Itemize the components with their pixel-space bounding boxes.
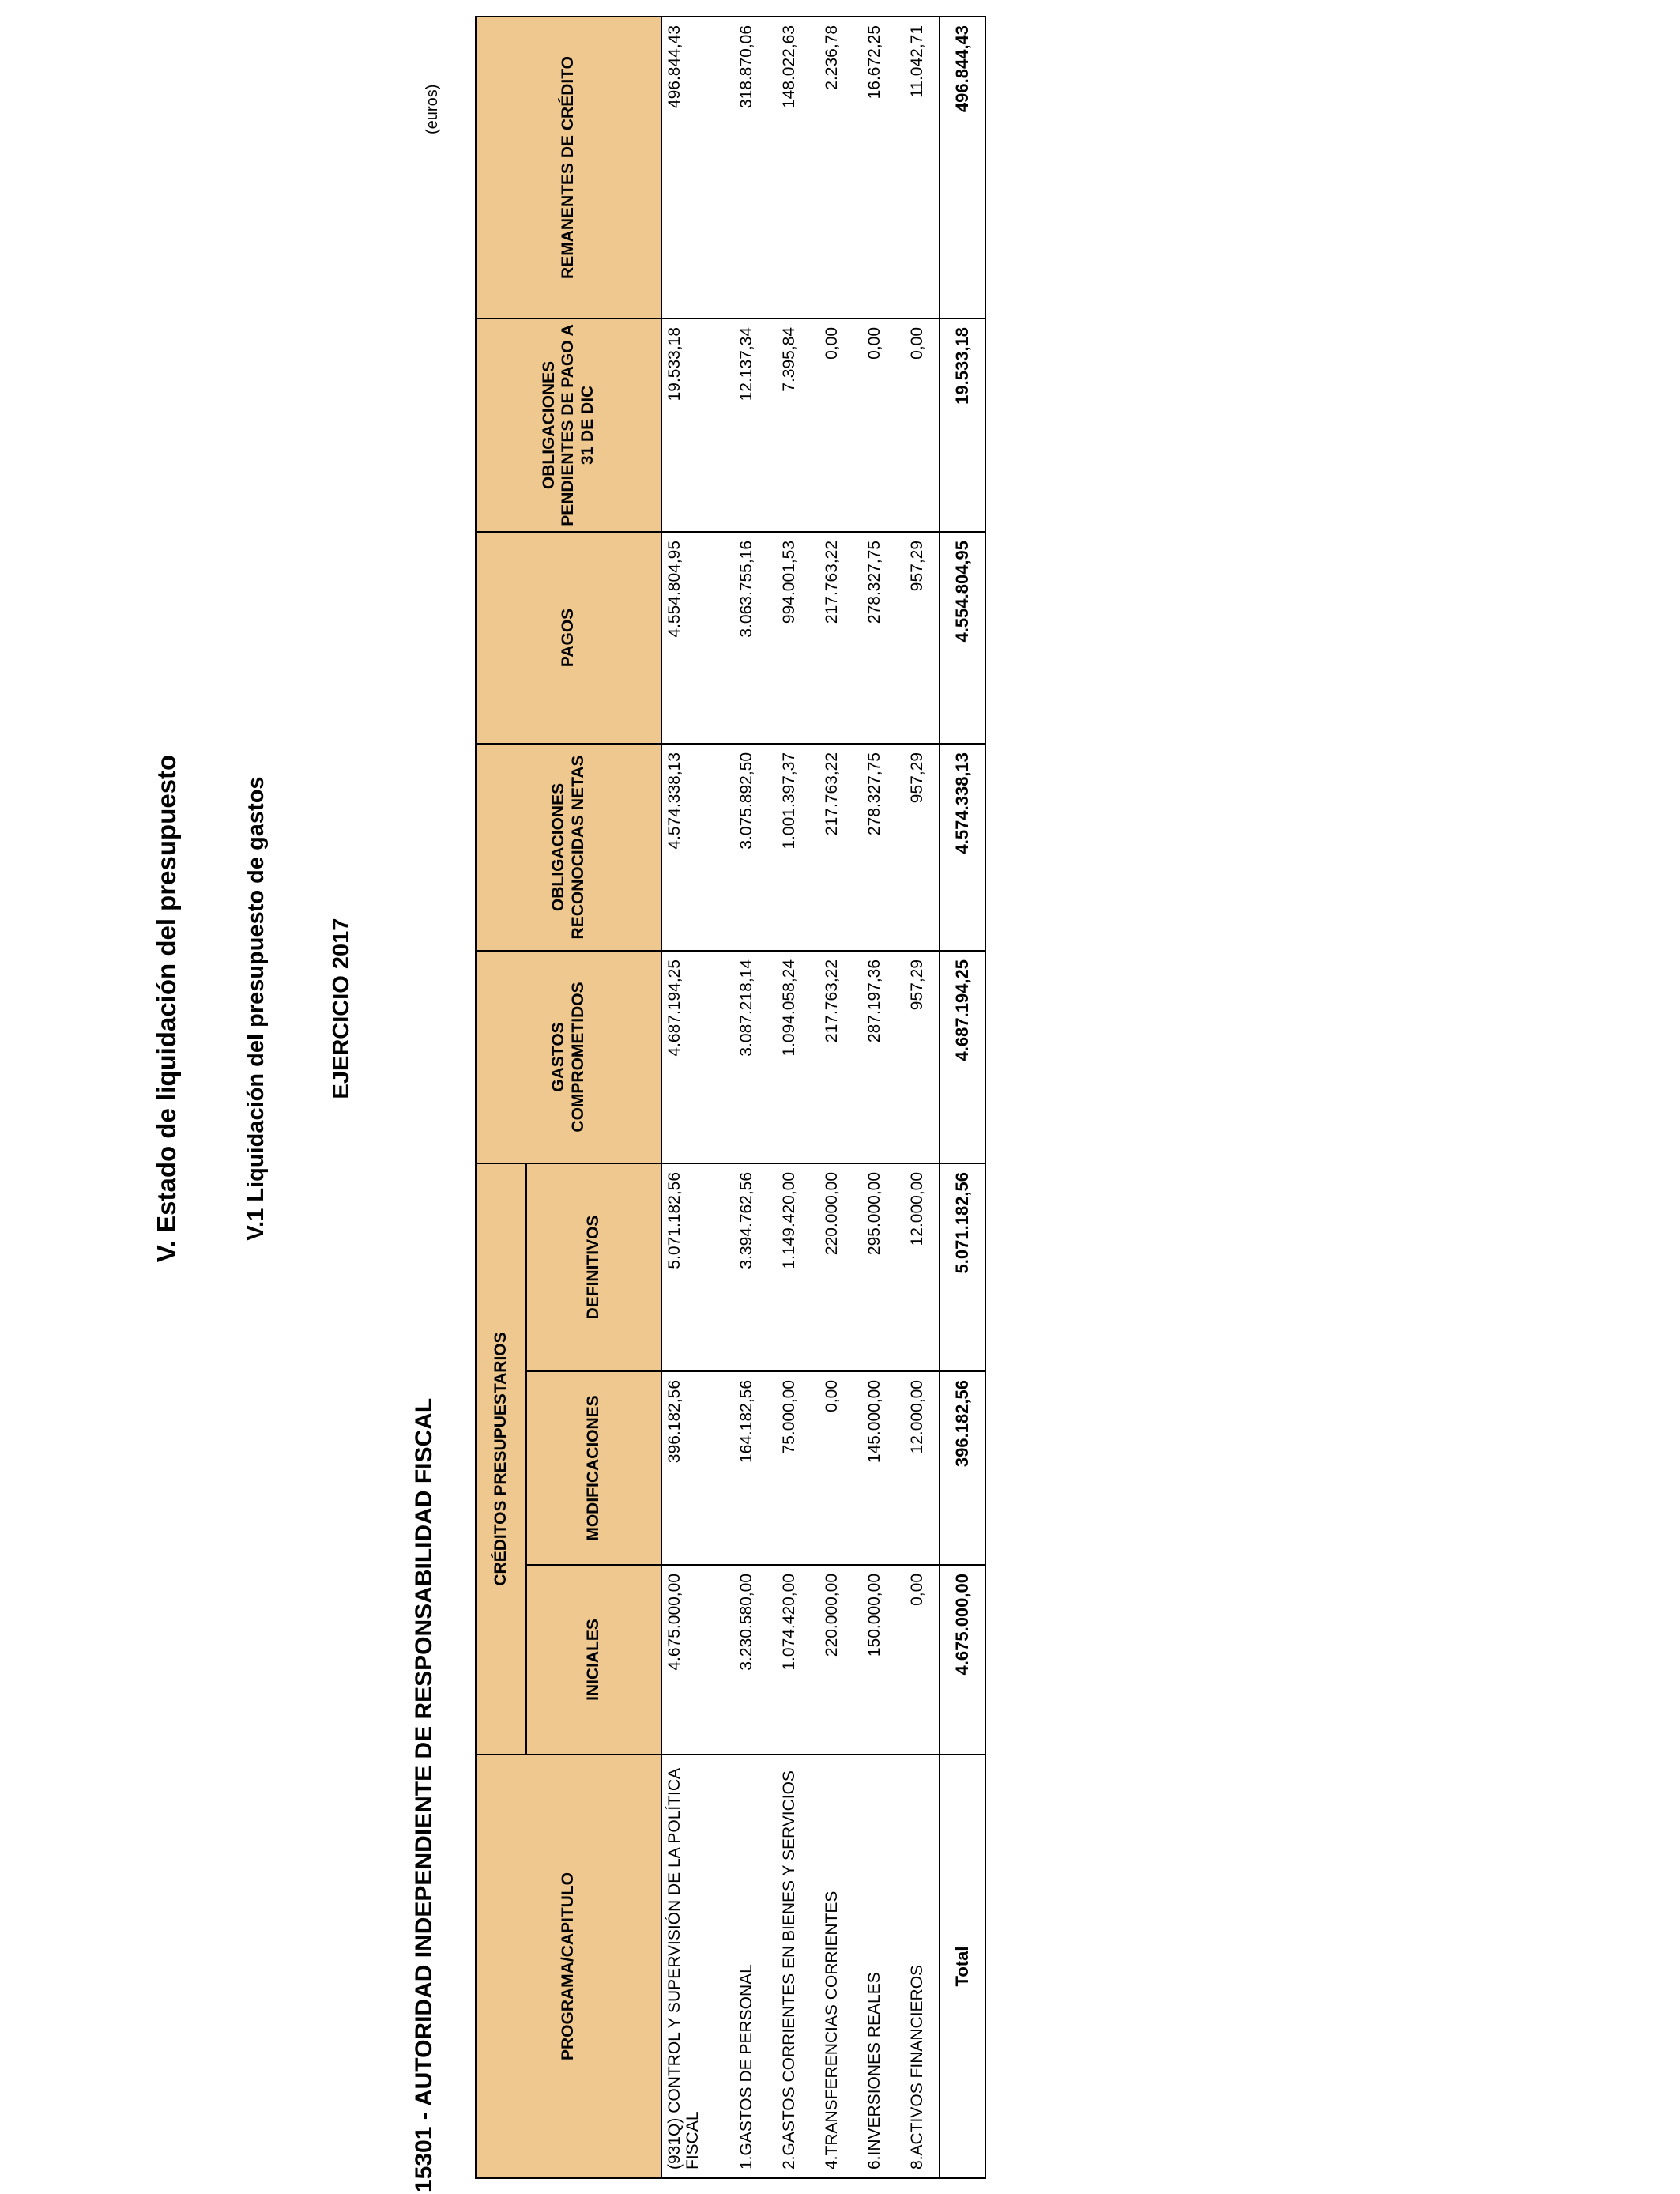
cell-iniciales: 1.074.420,00 bbox=[768, 1565, 811, 1755]
cell-gastos: 217.763,22 bbox=[811, 951, 853, 1163]
row-label: 2.GASTOS CORRIENTES EN BIENES Y SERVICIOS bbox=[768, 1755, 811, 2178]
col-header-iniciales: INICIALES bbox=[526, 1565, 661, 1755]
cell-gastos: 957,29 bbox=[896, 951, 940, 1163]
cell-modificaciones: 396.182,56 bbox=[661, 1371, 725, 1565]
cell-definitivos: 220.000,00 bbox=[811, 1163, 853, 1371]
row-label: 8.ACTIVOS FINANCIEROS bbox=[896, 1755, 940, 2178]
header-group-row bbox=[476, 17, 526, 2178]
cell-remanentes: 2.236,78 bbox=[811, 17, 853, 319]
cell-definitivos: 1.149.420,00 bbox=[768, 1163, 811, 1371]
page-subtitle: V.1 Liquidación del presupuesto de gastos bbox=[243, 776, 269, 1241]
cell-remanentes: 11.042,71 bbox=[896, 17, 940, 319]
cell-iniciales: 220.000,00 bbox=[811, 1565, 853, 1755]
cell-gastos: 1.094.058,24 bbox=[768, 951, 811, 1163]
cell-gastos: 4.687.194,25 bbox=[661, 951, 725, 1163]
cell-pagos: 217.763,22 bbox=[811, 532, 853, 744]
budget-table bbox=[475, 16, 986, 2179]
cell-modificaciones: 0,00 bbox=[811, 1371, 853, 1565]
row-label: 6.INVERSIONES REALES bbox=[853, 1755, 896, 2178]
table-row bbox=[725, 17, 768, 2178]
total-definitivos: 5.071.182,56 bbox=[940, 1163, 985, 1371]
total-obligaciones: 4.574.338,13 bbox=[940, 744, 985, 951]
cell-modificaciones: 12.000,00 bbox=[896, 1371, 940, 1565]
cell-pendientes: 0,00 bbox=[811, 319, 853, 532]
cell-pendientes: 7.395,84 bbox=[768, 319, 811, 532]
cell-definitivos: 5.071.182,56 bbox=[661, 1163, 725, 1371]
col-header-definitivos: DEFINITIVOS bbox=[526, 1163, 661, 1371]
cell-obligaciones: 1.001.397,37 bbox=[768, 744, 811, 951]
table-row bbox=[661, 17, 725, 2178]
col-header-obligaciones: OBLIGACIONES RECONOCIDAS NETAS bbox=[476, 744, 661, 951]
cell-remanentes: 318.870,06 bbox=[725, 17, 768, 319]
cell-definitivos: 3.394.762,56 bbox=[725, 1163, 768, 1371]
table-row bbox=[896, 17, 940, 2178]
cell-obligaciones: 217.763,22 bbox=[811, 744, 853, 951]
cell-obligaciones: 3.075.892,50 bbox=[725, 744, 768, 951]
cell-remanentes: 16.672,25 bbox=[853, 17, 896, 319]
cell-pagos: 994.001,53 bbox=[768, 532, 811, 744]
cell-pagos: 3.063.755,16 bbox=[725, 532, 768, 744]
total-pagos: 4.554.804,95 bbox=[940, 532, 985, 744]
cell-pendientes: 0,00 bbox=[896, 319, 940, 532]
total-gastos: 4.687.194,25 bbox=[940, 951, 985, 1163]
total-iniciales: 4.675.000,00 bbox=[940, 1565, 985, 1755]
total-row bbox=[940, 17, 985, 2178]
organization-heading: 15301 - AUTORIDAD INDEPENDIENTE DE RESPONSABILIDAD FISCAL bbox=[411, 1397, 437, 2192]
table-row bbox=[853, 17, 896, 2178]
page-title: V. Estado de liquidación del presupuesto bbox=[152, 754, 181, 1263]
cell-pendientes: 19.533,18 bbox=[661, 319, 725, 532]
col-header-pagos: PAGOS bbox=[476, 532, 661, 744]
col-header-gastos: GASTOS COMPROMETIDOS bbox=[476, 951, 661, 1163]
cell-modificaciones: 145.000,00 bbox=[853, 1371, 896, 1565]
cell-pagos: 278.327,75 bbox=[853, 532, 896, 744]
col-header-creditos: CRÉDITOS PRESUPUESTARIOS bbox=[476, 1163, 526, 1755]
total-pendientes: 19.533,18 bbox=[940, 319, 985, 532]
cell-modificaciones: 75.000,00 bbox=[768, 1371, 811, 1565]
cell-remanentes: 496.844,43 bbox=[661, 17, 725, 319]
table-row bbox=[768, 17, 811, 2178]
total-remanentes: 496.844,43 bbox=[940, 17, 985, 319]
col-header-remanentes: REMANENTES DE CRÉDITO bbox=[476, 17, 661, 319]
cell-modificaciones: 164.182,56 bbox=[725, 1371, 768, 1565]
total-label: Total bbox=[940, 1755, 985, 2178]
col-header-modificaciones: MODIFICACIONES bbox=[526, 1371, 661, 1565]
fiscal-year: EJERCICIO 2017 bbox=[329, 918, 354, 1099]
cell-iniciales: 3.230.580,00 bbox=[725, 1565, 768, 1755]
cell-pendientes: 0,00 bbox=[853, 319, 896, 532]
cell-iniciales: 150.000,00 bbox=[853, 1565, 896, 1755]
cell-obligaciones: 278.327,75 bbox=[853, 744, 896, 951]
cell-definitivos: 295.000,00 bbox=[853, 1163, 896, 1371]
cell-definitivos: 12.000,00 bbox=[896, 1163, 940, 1371]
cell-gastos: 287.197,36 bbox=[853, 951, 896, 1163]
cell-obligaciones: 4.574.338,13 bbox=[661, 744, 725, 951]
cell-pagos: 957,29 bbox=[896, 532, 940, 744]
row-label: (931Q) CONTROL Y SUPERVISIÓN DE LA POLÍTICA FISCAL bbox=[661, 1755, 725, 2178]
cell-pendientes: 12.137,34 bbox=[725, 319, 768, 532]
col-header-programa: PROGRAMA/CAPITULO bbox=[476, 1755, 661, 2178]
units-label: (euros) bbox=[424, 84, 441, 134]
cell-iniciales: 0,00 bbox=[896, 1565, 940, 1755]
row-label: 1.GASTOS DE PERSONAL bbox=[725, 1755, 768, 2178]
cell-iniciales: 4.675.000,00 bbox=[661, 1565, 725, 1755]
cell-pagos: 4.554.804,95 bbox=[661, 532, 725, 744]
cell-gastos: 3.087.218,14 bbox=[725, 951, 768, 1163]
cell-remanentes: 148.022,63 bbox=[768, 17, 811, 319]
col-header-pendientes: OBLIGACIONES PENDIENTES DE PAGO A 31 DE DIC bbox=[476, 319, 661, 532]
table-row bbox=[811, 17, 853, 2178]
row-label: 4.TRANSFERENCIAS CORRIENTES bbox=[811, 1755, 853, 2178]
total-modificaciones: 396.182,56 bbox=[940, 1371, 985, 1565]
cell-obligaciones: 957,29 bbox=[896, 744, 940, 951]
